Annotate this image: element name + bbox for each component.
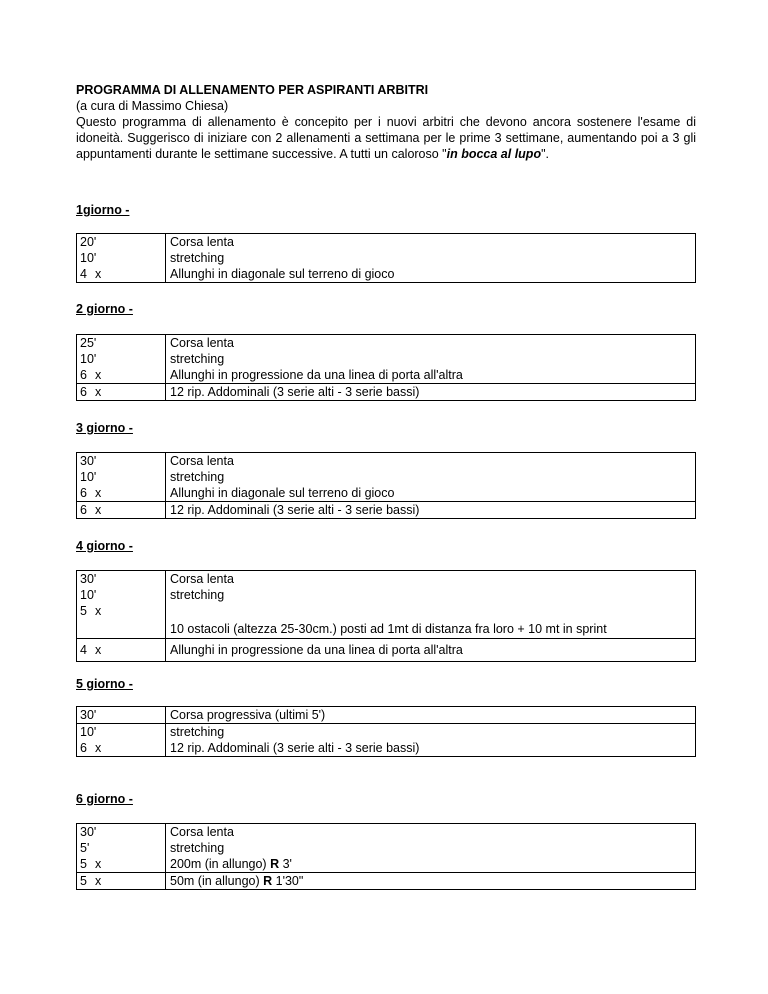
time-cell: 10' (77, 351, 166, 367)
desc-cell: 10 ostacoli (altezza 25-30cm.) posti ad 1mt di distanza fra loro + 10 mt in sprint (166, 603, 696, 639)
time-cell: 25' (77, 335, 166, 352)
table-row (77, 824, 696, 841)
day-6-table (76, 823, 696, 890)
table-row (77, 351, 696, 367)
intro-end: ". (541, 147, 550, 161)
reps-cell (77, 485, 166, 502)
document-title: PROGRAMMA DI ALLENAMENTO PER ASPIRANTI ARBITRI (76, 83, 429, 97)
intro-text: Questo programma di allenamento è concepito per i nuovi arbitri che devono ancora sostenere l'esame di idoneità. Suggerisco di iniziare con 2 allenamenti a settimana per le prime 3 settimane, aumentando poi a 3 gli appuntamenti durante le settimane successive. A tutti un caloroso " (76, 115, 696, 161)
reps-count: 6 (80, 503, 87, 517)
table-row (77, 587, 696, 603)
reps-x: x (94, 604, 102, 618)
intro-emphasis: in bocca al lupo (446, 147, 542, 161)
table-row (77, 639, 696, 662)
reps-x: x (94, 267, 102, 281)
reps-count: 5 (80, 857, 87, 871)
time-cell: 5' (77, 840, 166, 856)
recovery-value: 1'30" (275, 874, 304, 888)
desc-cell: Corsa progressiva (ultimi 5') (166, 707, 696, 724)
desc-cell: Allunghi in progressione da una linea di porta all'altra (166, 639, 696, 662)
table-row (77, 367, 696, 384)
table-row (77, 603, 696, 639)
time-cell: 30' (77, 707, 166, 724)
reps-cell (77, 740, 166, 757)
table-row (77, 453, 696, 470)
desc-cell: stretching (166, 587, 696, 603)
reps-count: 4 (80, 643, 87, 657)
reps-count: 6 (80, 741, 87, 755)
time-cell: 10' (77, 587, 166, 603)
intro-paragraph (76, 114, 696, 162)
table-row (77, 250, 696, 266)
day-1-heading: 1giorno - (76, 203, 130, 217)
reps-count: 5 (80, 604, 87, 618)
reps-count: 6 (80, 368, 87, 382)
table-row (77, 485, 696, 502)
desc-cell: Allunghi in progressione da una linea di porta all'altra (166, 367, 696, 384)
reps-cell (77, 603, 166, 639)
reps-cell (77, 502, 166, 519)
reps-count: 4 (80, 267, 87, 281)
reps-x: x (94, 857, 102, 871)
desc-cell: stretching (166, 840, 696, 856)
day-3-table (76, 452, 696, 519)
reps-x: x (94, 385, 102, 399)
desc-cell: 12 rip. Addominali (3 serie alti - 3 serie bassi) (166, 740, 696, 757)
day-4-heading: 4 giorno - (76, 539, 133, 553)
time-cell: 20' (77, 234, 166, 251)
author-line: (a cura di Massimo Chiesa) (76, 99, 229, 113)
desc-text: 200m (in allungo) (170, 857, 267, 871)
reps-cell (77, 266, 166, 283)
table-row (77, 266, 696, 283)
table-row (77, 856, 696, 873)
day-1-table (76, 233, 696, 283)
desc-cell: 12 rip. Addominali (3 serie alti - 3 serie bassi) (166, 384, 696, 401)
day-3-heading: 3 giorno - (76, 421, 133, 435)
table-row (77, 502, 696, 519)
table-row (77, 571, 696, 588)
reps-cell (77, 384, 166, 401)
time-cell: 10' (77, 469, 166, 485)
table-row (77, 873, 696, 890)
reps-cell (77, 873, 166, 890)
table-row (77, 234, 696, 251)
day-5-table (76, 706, 696, 757)
table-row (77, 707, 696, 724)
reps-x: x (94, 368, 102, 382)
desc-cell: Corsa lenta (166, 571, 696, 588)
desc-cell: Allunghi in diagonale sul terreno di gioco (166, 485, 696, 502)
time-cell: 10' (77, 724, 166, 741)
day-6-heading: 6 giorno - (76, 792, 133, 806)
day-2-table (76, 334, 696, 401)
reps-x: x (94, 741, 102, 755)
table-row (77, 384, 696, 401)
reps-count: 6 (80, 385, 87, 399)
reps-cell (77, 367, 166, 384)
reps-cell (77, 639, 166, 662)
reps-x: x (94, 874, 102, 888)
reps-cell (77, 856, 166, 873)
desc-cell (166, 873, 696, 890)
reps-count: 5 (80, 874, 87, 888)
desc-cell: stretching (166, 724, 696, 741)
desc-cell: Corsa lenta (166, 234, 696, 251)
desc-cell: stretching (166, 351, 696, 367)
reps-count: 6 (80, 486, 87, 500)
time-cell: 30' (77, 571, 166, 588)
reps-x: x (94, 503, 102, 517)
desc-text: 50m (in allungo) (170, 874, 260, 888)
recovery-label: R (263, 874, 273, 888)
table-row (77, 469, 696, 485)
document-page (76, 82, 696, 162)
time-cell: 30' (77, 453, 166, 470)
desc-cell: Corsa lenta (166, 824, 696, 841)
reps-x: x (94, 486, 102, 500)
desc-cell: stretching (166, 250, 696, 266)
desc-cell: Corsa lenta (166, 335, 696, 352)
table-row (77, 724, 696, 741)
desc-cell: 12 rip. Addominali (3 serie alti - 3 serie bassi) (166, 502, 696, 519)
day-5-heading: 5 giorno - (76, 677, 133, 691)
table-row (77, 740, 696, 757)
day-4-table (76, 570, 696, 662)
desc-cell (166, 856, 696, 873)
reps-x: x (94, 643, 102, 657)
time-cell: 30' (77, 824, 166, 841)
desc-cell: stretching (166, 469, 696, 485)
desc-cell: Corsa lenta (166, 453, 696, 470)
table-row (77, 335, 696, 352)
desc-cell: Allunghi in diagonale sul terreno di gioco (166, 266, 696, 283)
recovery-value: 3' (282, 857, 292, 871)
table-row (77, 840, 696, 856)
time-cell: 10' (77, 250, 166, 266)
recovery-label: R (270, 857, 280, 871)
day-2-heading: 2 giorno - (76, 302, 133, 316)
